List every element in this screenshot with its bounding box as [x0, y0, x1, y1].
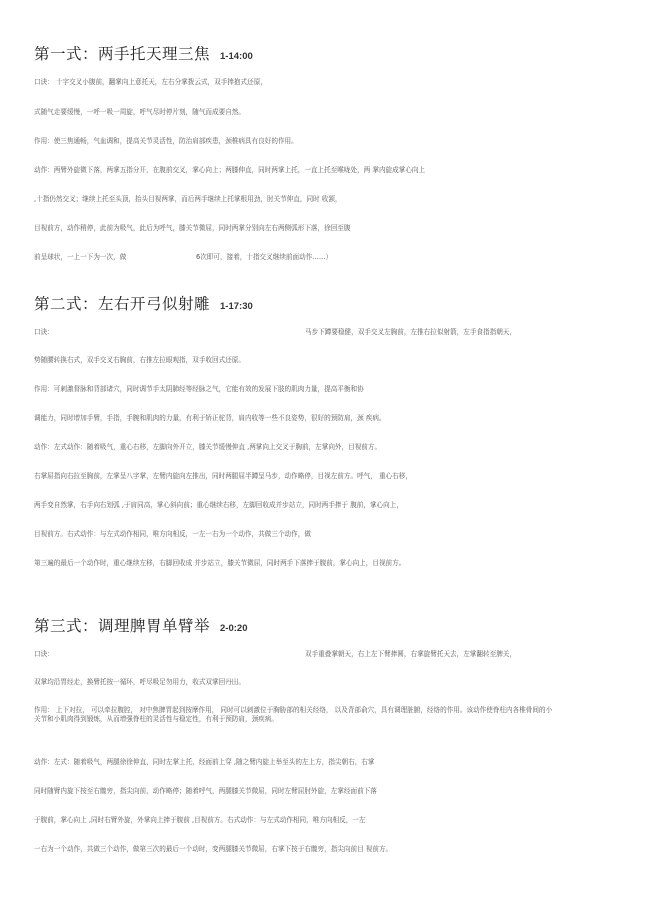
- text-line: 两手变自然掌，右手向右划弧 ,于肩同高，掌心斜向前；重心继续右移，左脚回收成并步站立，同时两手捧于 腹前，掌心向上，: [34, 501, 403, 509]
- text-line: 双掌均沿胃经走，换臂托按一循环，呼尽吸足勿用力，收式双掌回丹田。: [34, 678, 245, 686]
- mnemonic-label: 口诀：: [34, 328, 54, 336]
- text-line: 同时随臂内旋下按至右髋旁，指尖向前，动作略停；随着呼气，两腿膝关节微屈，同时左臂屈肘外旋，左掌经面前下落: [34, 787, 377, 795]
- section-3: [34, 614, 620, 636]
- mnemonic-label: 口诀：: [34, 650, 54, 658]
- text-line: 一右为一个动作，共做三个动作，做第三次的最后一个动时，变两腿膝关节微屈，右掌下按于右髋旁，指尖向前目 视前方。: [34, 845, 393, 853]
- text-line: 调能力，同时增加手臂，手指，手腕和肌肉的力量，有利于矫正驼背，肩内收等一些不良姿势，很好的预防肩，颈 疾病。: [34, 414, 386, 422]
- section-time: 1-14:00: [220, 51, 253, 62]
- text-line: 目视前方，动作稍停，此前为吸气，此后为呼气，膝关节微屈，同时两掌分别向左右两侧弧形下落，徐回至腹: [34, 224, 351, 232]
- section-title: 第一式：两手托天理三焦: [34, 45, 211, 63]
- text-line: 马步下蹲要稳健，双手交叉左胸前，左推右拉似射箭，左手食指指朝天，: [305, 328, 516, 336]
- text-line: 作用：使三焦通畅，气血调和，提高关节灵活性，防治肩部疾患，颈椎病具有良好的作用。: [34, 137, 298, 145]
- text-line: 右掌屈指向右拉至胸前，左掌呈八字掌，左臂内旋向左推出，同时两腿屈半蹲呈马步，动作略停，目视左前方。呼气， 重心右移，: [34, 472, 412, 480]
- text-line: 作用：可刺激督脉和背部诸穴，同时调节手太阴肺经等经脉之气，它能有效的发展下肢的肌肉力量，提高平衡和协: [34, 385, 364, 393]
- section-heading: [34, 614, 620, 636]
- section-title: 第二式：左右开弓似射雕: [34, 295, 211, 313]
- section-1: [34, 42, 620, 64]
- text-line: 口诀： 十字交叉小腹前，翻掌向上意托天，左右分掌拨云式，双手捧抱式还原，: [34, 78, 267, 86]
- text-line: 于腹前，掌心向上 ,同时右臂外旋，外掌向上捧于腹前 ,目视前方。右式动作：与左式动作相同，唯方向相反，一左: [34, 816, 366, 824]
- text-line: 式随气走要缓慢，一呼一吸一周旋，呼气尽时停片刻，随气而成要自然。: [34, 108, 245, 116]
- text-paragraph: 作用： 上下对拉， 可以牵拉腹腔， 对中焦脾胃起到按摩作用， 同时可以刺激位于胸胁部的相关经络， 以及背部俞穴，具有调理脏腑，经络的作用。该动作使脊柱内各椎骨间的小关节和小肌肉得到锻炼，从而增强脊柱的灵活性与稳定性，有利于预防肩，颈疾病。: [34, 706, 553, 723]
- text-line: 动作：左式：随着吸气，两腿徐徐伸直，同时左掌上托，经面前上穿 ,随之臂内旋上举至头的左上方，指尖朝右，右掌: [34, 758, 375, 766]
- text-line: 第三遍的最后一个动作时，重心继续左移，右脚回收成 并步站立，膝关节微屈，同时两手下落捧于腹前，掌心向上，目视前方。: [34, 559, 406, 567]
- text-line: 动作：左式动作：随着吸气，重心右移，左脚向外开立，膝关节缓慢伸直 ,两掌向上交叉于胸前，左掌向外，目视前方。: [34, 443, 382, 451]
- section-heading: [34, 292, 620, 314]
- section-heading: [34, 42, 620, 64]
- text-line: 目视前方。右式动作：与左式动作相同，唯方向相反，一左一右为一个动作，共做三个动作，做: [34, 530, 311, 538]
- text-line: 前呈球状，一上一下为一次，做: [34, 253, 127, 261]
- text-line: 动作：两臂外旋微下落，两掌五指分开，在腹前交叉，掌心向上；两膝伸直，同时两掌上托，一直上托至喉咙处，两 掌内旋成掌心向上: [34, 166, 426, 174]
- section-time: 2-0:20: [220, 623, 248, 634]
- text-line: 双手重叠掌朝天，右上左下臂捧圆，右掌旋臂托天去，左掌翻转至脾关，: [305, 650, 516, 658]
- text-line: 势随腰转换右式，双手交叉右胸前，右推左拉眼观指，双手收回式还原。: [34, 356, 245, 364]
- section-title: 第三式：调理脾胃单臂举: [34, 617, 211, 635]
- section-time: 1-17:30: [220, 301, 253, 312]
- text-line: ,十指仍然交叉；继续上托至头顶，抬头目视两掌，而后两手继续上托掌根用劲，肘关节伸直，同时 收颔，: [34, 195, 342, 203]
- section-2: [34, 292, 620, 314]
- text-line: 6次即可，接着，十指交叉继续前面动作……）: [196, 253, 333, 261]
